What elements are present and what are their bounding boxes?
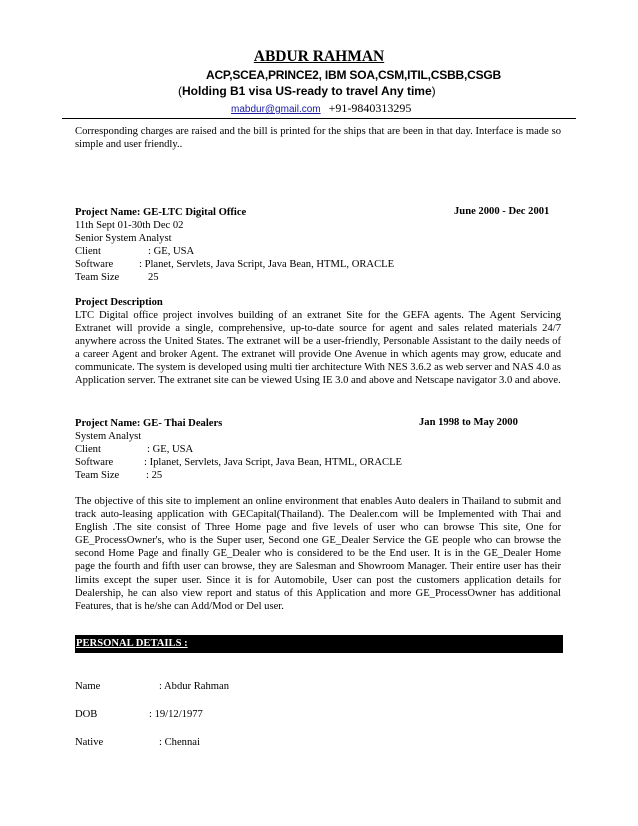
name-label: Name (75, 681, 101, 692)
software-label: Software (75, 259, 114, 270)
certifications: ACP,SCEA,PRINCE2, IBM SOA,CSM,ITIL,CSBB,CSGB (206, 68, 502, 82)
personal-details-heading (75, 635, 563, 653)
candidate-name: ABDUR RAHMAN (253, 48, 385, 65)
visa-close-paren: ) (431, 84, 436, 98)
project2-title: Project Name: GE- Thai Dealers (75, 418, 223, 429)
client-label: Client (75, 246, 101, 257)
visa-status (178, 84, 436, 98)
project1-period: 11th Sept 01-30th Dec 02 (75, 220, 184, 231)
personal-name-row (75, 680, 229, 693)
project2-team-size (75, 469, 162, 482)
dob-label: DOB (75, 709, 98, 720)
project2-client (75, 443, 193, 456)
client-value: : GE, USA (147, 444, 194, 455)
visa-open-paren: ( (178, 84, 182, 98)
project1-role: Senior System Analyst (75, 233, 172, 244)
software-value: : Iplanet, Servlets, Java Script, Java Bean, HTML, ORACLE (144, 457, 403, 468)
phone-number: +91-9840313295 (328, 101, 412, 115)
project1-description-heading: Project Description (75, 297, 163, 308)
native-value: : Chennai (159, 737, 200, 748)
software-label: Software (75, 457, 114, 468)
project1-team-size (75, 271, 159, 284)
native-label: Native (75, 737, 104, 748)
team-size-label: Team Size (75, 272, 120, 283)
client-label: Client (75, 444, 101, 455)
project2-software (75, 456, 402, 469)
header-divider (62, 118, 576, 119)
personal-native-row (75, 736, 200, 749)
project1-dates: June 2000 - Dec 2001 (454, 206, 550, 217)
project2-role: System Analyst (75, 431, 142, 442)
project2-dates: Jan 1998 to May 2000 (419, 417, 518, 428)
project1-client (75, 245, 194, 258)
dob-value: : 19/12/1977 (149, 709, 203, 720)
project1-title: Project Name: GE-LTC Digital Office (75, 207, 247, 218)
project1-software (75, 258, 394, 271)
team-size-label: Team Size (75, 470, 120, 481)
intro-paragraph: Corresponding charges are raised and the bill is printed for the ships that are been in that day. Interface is made so simple and user friendly.. (75, 126, 561, 151)
software-value: : Planet, Servlets, Java Script, Java Bean, HTML, ORACLE (139, 259, 395, 270)
personal-dob-row (75, 708, 203, 721)
email-link[interactable]: mabdur@gmail.com (231, 104, 321, 115)
team-size-value: : 25 (146, 470, 163, 481)
project1-description: LTC Digital office project involves building of an extranet Site for the GEFA agents. The Agent Servicing Extranet will provide a single, comprehensive, up-to-date source for agent and sales related materials 24/7 anywhere across the United States. The extranet will be a user-friendly, Personable Assistant to the daily needs of a career Agent and broker Agent. The extranet will provide One Avenue in which agents may grow, educate and communicate. The system is developed using multi tier architecture With NES 3.6.2 as web server and NAS 4.0 as Application server. The extranet site can be viewed Using IE 3.0 and above and Netscape navigator 3.0 and above. (75, 310, 561, 387)
name-value: : Abdur Rahman (159, 681, 230, 692)
personal-details-heading-text: PERSONAL DETAILS : (76, 638, 188, 649)
visa-text: Holding B1 visa US-ready to travel Any time (182, 84, 432, 98)
project2-description: The objective of this site to implement an online environment that enables Auto dealers in Thailand to submit and track auto-leasing application with GECapital(Thailand). The Dealer.com will be Implemented with Thai and English .The site consist of Three Home page and five levels of user who can browse This site, One for GE_ProcessOwner's, who is the Super user, Second one GE_Dealer Service the GE people who can browse the second Home Page and finally GE_Dealer who is considered to be the End user. It is in the GE_Dealer Home page the fourth and fifth user can browse, they are Salesman and Showroom Manager. Their entire user has their limits except the super user. Since it is for Automobile, User can post the customers application details for Dealership, he can also view report and status of this Application and more GE_ProcessOwner has additional Features, that is he/she can Add/Mod or Del user. (75, 496, 561, 612)
team-size-value: 25 (148, 272, 159, 283)
client-value: : GE, USA (148, 246, 195, 257)
contact-line (231, 101, 411, 116)
